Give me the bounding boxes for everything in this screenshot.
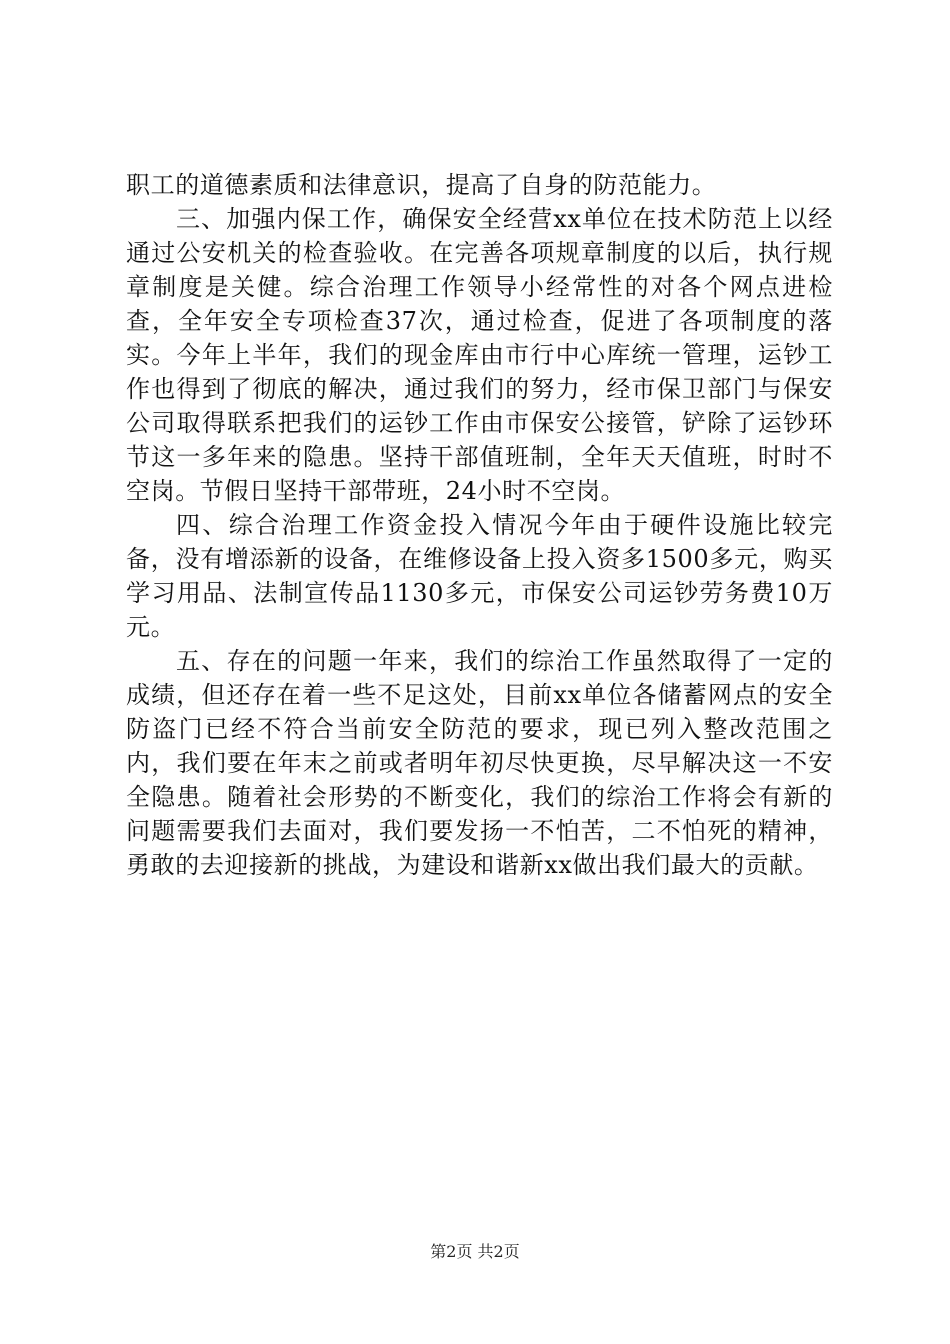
paragraph-internal-security: 三、加强内保工作，确保安全经营xx单位在技术防范上以经通过公安机关的检查验收。在完善各项规章制度的以后，执行规章制度是关健。综合治理工作领导小经常性的对各个网点进检查，全年安全专项检查37次，通过检查，促进了各项制度的落实。今年上半年，我们的现金库由市行中心库统一管理，运钞工作也得到了彻底的解决，通过我们的努力，经市保卫部门与保安公司取得联系把我们的运钞工作由市保安公接管，铲除了运钞环节这一多年来的隐患。坚持干部值班制，全年天天值班，时时不空岗。节假日坚持干部带班，24小时不空岗。	[126, 205, 833, 505]
document-body	[126, 168, 833, 882]
paragraph-continuation: 职工的道德素质和法律意识，提高了自身的防范能力。	[126, 171, 717, 199]
paragraph-existing-problems: 五、存在的问题一年来，我们的综治工作虽然取得了一定的成绩，但还存在着一些不足这处，目前xx单位各储蓄网点的安全防盗门已经不符合当前安全防范的要求，现已列入整改范围之内，我们要在年末之前或者明年初尽快更换，尽早解决这一不安全隐患。随着社会形势的不断变化，我们的综治工作将会有新的问题需要我们去面对，我们要发扬一不怕苦，二不怕死的精神，勇敢的去迎接新的挑战，为建设和谐新xx做出我们最大的贡献。	[126, 647, 833, 879]
paragraph-funding: 四、综合治理工作资金投入情况今年由于硬件设施比较完备，没有增添新的设备，在维修设备上投入资多1500多元，购买学习用品、法制宣传品1130多元，市保安公司运钞劳务费10万元。	[126, 511, 833, 641]
page-number-footer: 第2页 共2页	[430, 1242, 520, 1261]
